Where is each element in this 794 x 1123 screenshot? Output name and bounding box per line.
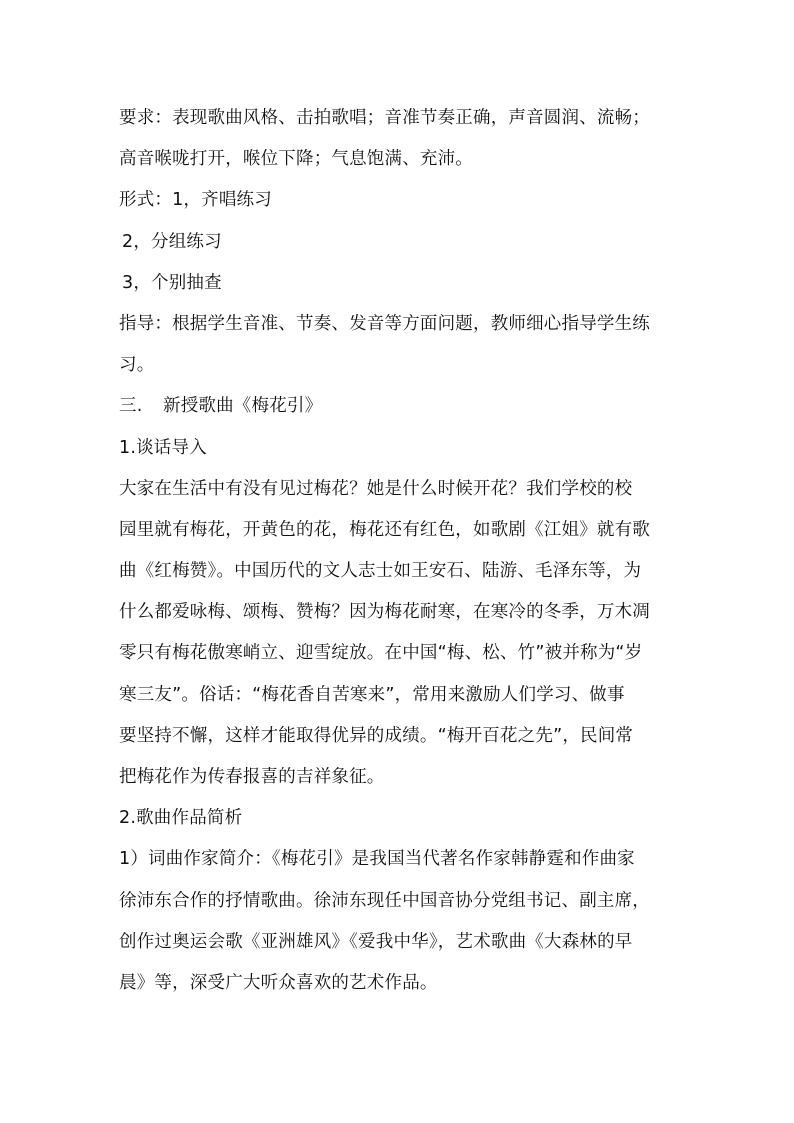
form-item: 3，个别抽查 [122,272,222,293]
paragraph-line: 寒三友”。俗话：“梅花香自苦寒来”，常用来激励人们学习、做事 [119,684,625,705]
section-title: 新授歌曲《梅花引》 [163,396,323,417]
paragraph-line: 1）词曲作家简介：《梅花引》是我国当代著名作家韩静霆和作曲家 [119,849,635,870]
form-item: 2，分组练习 [122,231,222,252]
paragraph-line: 指导：根据学生音准、节奏、发音等方面问题，教师细心指导学生练 [119,313,650,334]
paragraph-line: 要坚持不懈，这样才能取得优异的成绩。“梅开百花之先”，民间常 [119,725,634,746]
form-item: 形式：1，齐唱练习 [119,190,272,211]
subheading: 2.歌曲作品简析 [119,808,243,829]
paragraph-line: 把梅花作为传春报喜的吉祥象征。 [119,767,385,787]
paragraph-line: 高音喉咙打开，喉位下降；气息饱满、充沛。 [119,149,473,170]
paragraph-line: 曲《红梅赞》。中国历代的文人志士如王安石、陆游、毛泽东等，为 [119,561,642,582]
paragraph-line: 园里就有梅花，开黄色的花，梅花还有红色，如歌剧《江姐》就有歌 [119,519,650,540]
subheading: 1.谈话导入 [119,437,207,458]
paragraph-line: 什么都爱咏梅、颂梅、赞梅？因为梅花耐寒，在寒冷的冬季，万木凋 [119,602,650,623]
paragraph-line: 晨》等，深受广大听众喜欢的艺术作品。 [119,972,438,993]
section-heading [119,388,679,424]
paragraph-line: 创作过奥运会歌《亚洲雄风》《爱我中华》，艺术歌曲《大森林的早 [119,931,633,952]
section-number: 三. [119,396,143,417]
paragraph-line: 习。 [119,355,155,376]
document-body [119,100,679,1006]
paragraph-line: 零只有梅花傲寒峭立、迎雪绽放。在中国“梅、松、竹”被并称为“岁 [119,643,643,664]
paragraph-line: 徐沛东合作的抒情歌曲。徐沛东现任中国音协分党组书记、副主席， [119,890,650,911]
paragraph-line: 大家在生活中有没有见过梅花？她是什么时候开花？我们学校的校 [119,478,633,499]
paragraph-line: 要求：表现歌曲风格、击拍歌唱；音准节奏正确，声音圆润、流畅； [119,108,650,128]
